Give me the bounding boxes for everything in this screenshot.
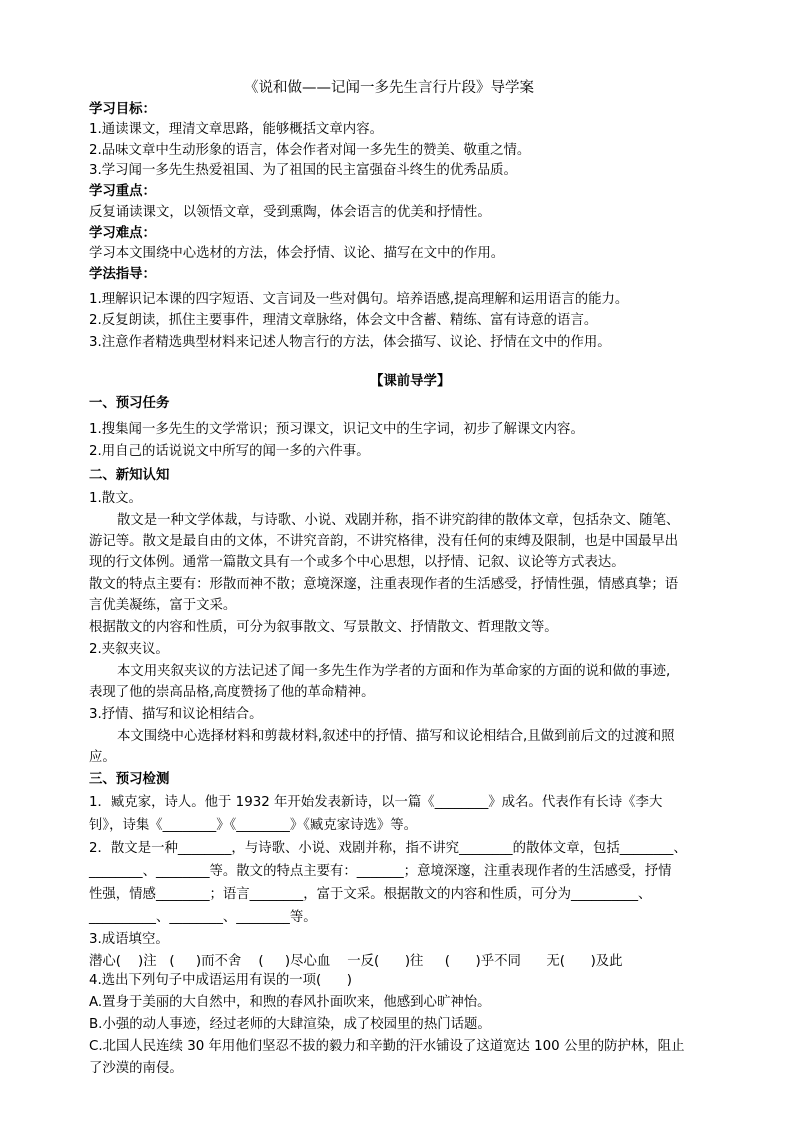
knowledge-line: 散文是一种文学体裁，与诗歌、小说、戏剧并称，指不讲究韵律的散体文章，包括杂文、随笔、	[117, 513, 680, 528]
difficulties-heading: 学习难点：	[89, 226, 156, 241]
key-points-heading: 学习重点：	[89, 184, 156, 199]
check-line: 4.选出下列句子中成语运用有误的一项( )	[89, 973, 353, 988]
preview-task-item: 2.用自己的话说说文中所写的闻一多的六件事。	[89, 444, 370, 459]
option-a: A.置身于美丽的大自然中，和煦的春风扑面吹来，他感到心旷神怡。	[89, 995, 491, 1010]
preview-tasks-heading: 一、预习任务	[89, 396, 170, 411]
option-c: C.北国人民连续 30 年用他们坚忍不拔的毅力和辛勤的汗水铺设了这道宽达 100 公里的防护林，阻止	[89, 1039, 685, 1054]
method-item: 1.理解识记本课的四字短语、文言词及一些对偶句。培养语感,提高理解和运用语言的能力。	[89, 292, 629, 307]
knowledge-line: 2.夹叙夹议。	[89, 642, 169, 657]
check-line: 1．臧克家，诗人。他于 1932 年开始发表新诗，以一篇《________》成名。代表作有长诗《李大	[89, 795, 663, 810]
check-line: 性强，情感________；语言________，富于文采。根据散文的内容和性质，可分为__________、	[89, 887, 652, 902]
method-item: 2.反复朗读，抓住主要事件，理清文章脉络，体会文中含蓄、精练、富有诗意的语言。	[89, 313, 598, 328]
preview-task-item: 1.搜集闻一多先生的文学常识；预习课文，识记文中的生字词，初步了解课文内容。	[89, 422, 584, 437]
goal-item: 1.通读课文，理清文章思路，能够概括文章内容。	[89, 122, 383, 137]
check-line: 3.成语填空。	[89, 932, 169, 947]
knowledge-line: 言优美凝练，富于文采。	[89, 598, 237, 613]
check-line: __________、________、________等。	[89, 910, 317, 925]
difficulties-text: 学习本文围绕中心选材的方法，体会抒情、议论、描写在文中的作用。	[89, 246, 505, 261]
option-c-continued: 了沙漠的南侵。	[89, 1061, 183, 1076]
option-b: B.小强的动人事迹，经过老师的大肆渲染，成了校园里的热门话题。	[89, 1017, 491, 1032]
key-points-text: 反复诵读课文，以领悟文章，受到熏陶，体会语言的优美和抒情性。	[89, 205, 491, 220]
check-line: 钊》，诗集《________》《________》《臧克家诗选》等。	[89, 818, 418, 833]
check-line: 2．散文是一种________，与诗歌、小说、戏剧并称，指不讲究________的散体文章，包括________、	[89, 841, 687, 856]
preview-check-heading: 三、预习检测	[89, 772, 170, 787]
knowledge-line: 表现了他的崇高品格,高度赞扬了他的革命精神。	[89, 685, 375, 700]
knowledge-line: 根据散文的内容和性质，可分为叙事散文、写景散文、抒情散文、哲理散文等。	[89, 620, 558, 635]
knowledge-line: 应。	[89, 750, 116, 765]
knowledge-line: 本文用夹叙夹议的方法记述了闻一多先生作为学者的方面和作为革命家的方面的说和做的事迹,	[117, 664, 671, 679]
goals-heading: 学习目标：	[89, 102, 156, 117]
knowledge-line: 游记等。散文是最自由的文体，不讲究音韵，不讲究格律，没有任何的束缚及限制，也是中国最早出	[89, 534, 679, 549]
knowledge-line: 现的行文体例。通常一篇散文具有一个或多个中心思想，以抒情、记叙、议论等方式表达。	[89, 555, 625, 570]
check-line: ________、________等。散文的特点主要有：_______；意境深邃，注重表现作者的生活感受，抒情	[89, 864, 672, 879]
goal-item: 2.品味文章中生动形象的语言，体会作者对闻一多先生的赞美、敬重之情。	[89, 143, 531, 158]
knowledge-line: 3.抒情、描写和议论相结合。	[89, 707, 263, 722]
new-knowledge-heading: 二、新知认知	[89, 468, 170, 483]
goal-item: 3.学习闻一多先生热爱祖国、为了祖国的民主富强奋斗终生的优秀品质。	[89, 163, 517, 178]
method-item: 3.注意作者精选典型材料来记述人物言行的方法，体会描写、议论、抒情在文中的作用。	[89, 335, 611, 350]
idiom-fill-line: 潜心( )注 ( )而不舍 ( )尽心血 一反( )往 ( )乎不同 无( )及此	[89, 954, 623, 969]
knowledge-line: 本文围绕中心选择材料和剪裁材料,叙述中的抒情、描写和议论相结合,且做到前后文的过渡和照	[117, 729, 675, 744]
methods-heading: 学法指导：	[89, 267, 156, 282]
knowledge-line: 散文的特点主要有：形散而神不散；意境深邃，注重表现作者的生活感受，抒情性强，情感真挚；语	[89, 577, 679, 592]
pre-class-title: 【课前导学】	[370, 374, 451, 389]
document-title: 《说和做——记闻一多先生言行片段》导学案	[244, 80, 534, 96]
knowledge-line: 1.散文。	[89, 491, 142, 506]
